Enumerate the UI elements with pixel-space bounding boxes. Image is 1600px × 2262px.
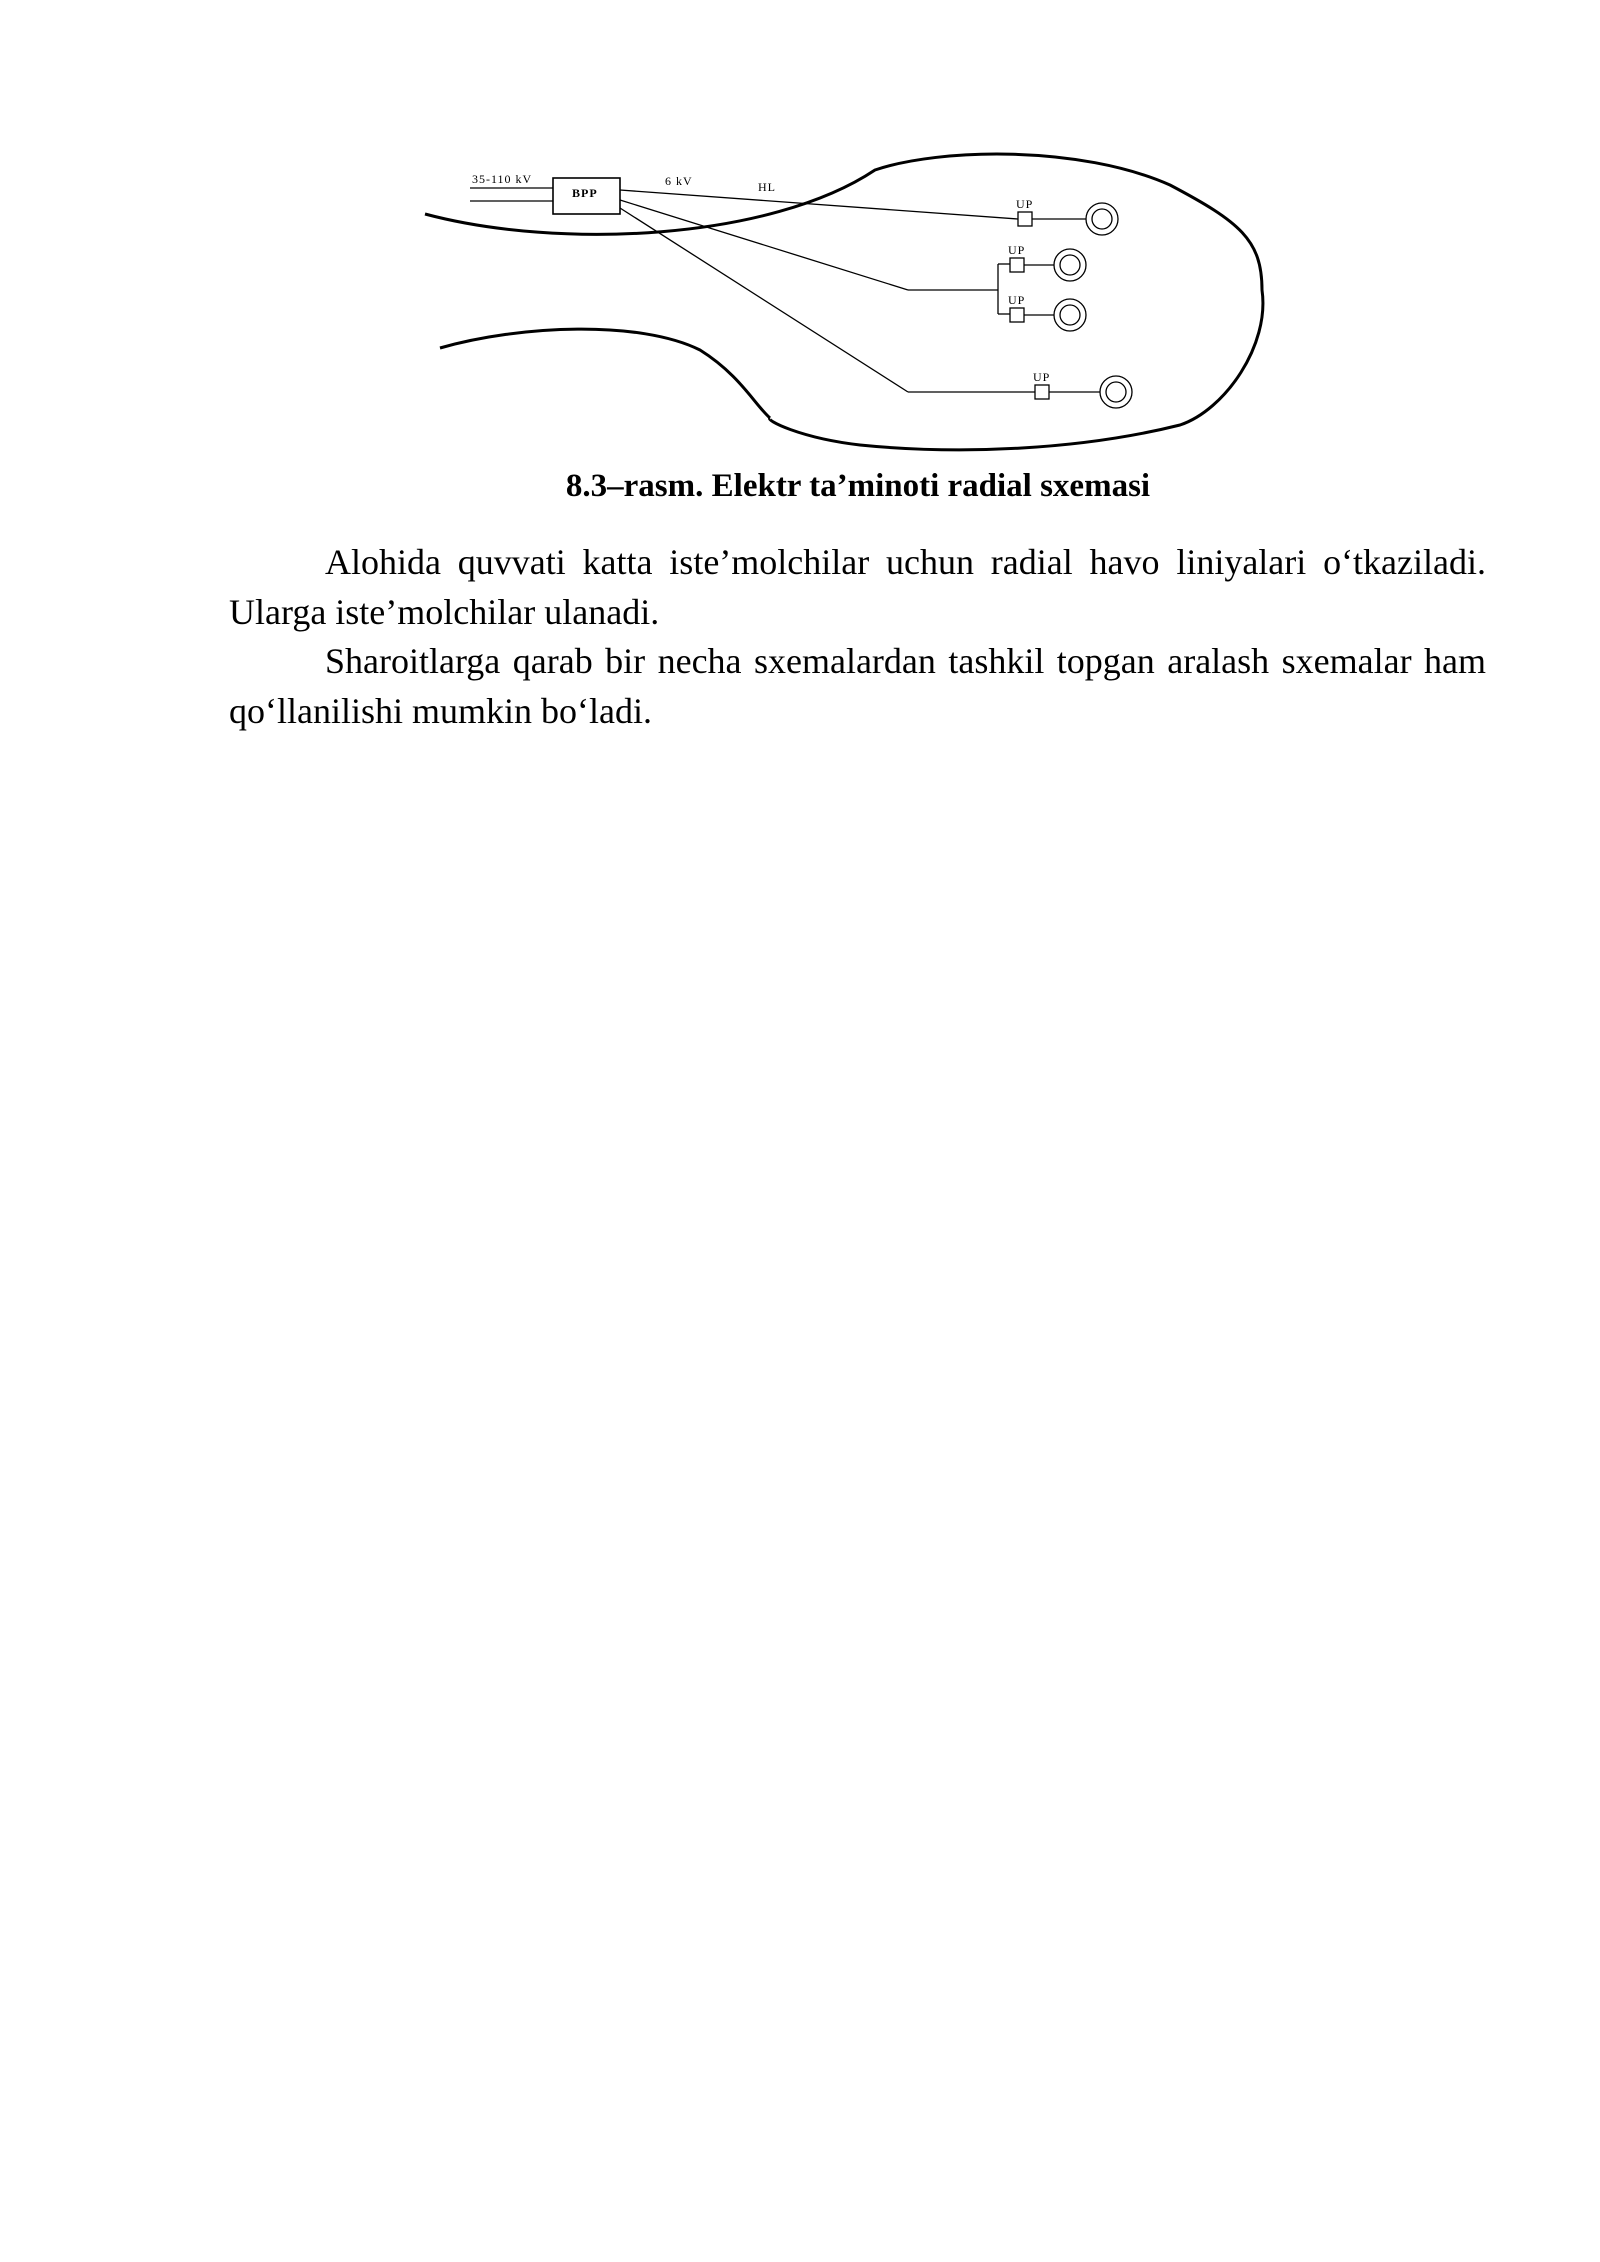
feeder-line-3 xyxy=(620,208,908,392)
paragraph-1: Alohida quvvati katta iste’molchilar uchun radial havo liniyalari o‘tkaziladi. Ularga iste’molchilar ulanadi. xyxy=(229,542,1486,632)
consumer-icon-1-outer xyxy=(1086,203,1118,235)
line-type-label: HL xyxy=(758,180,776,194)
body-text xyxy=(229,538,1486,736)
line-voltage-label: 6 kV xyxy=(665,174,693,188)
consumer-icon-4-outer xyxy=(1100,376,1132,408)
up-box-3 xyxy=(1010,308,1024,322)
consumer-icon-3-inner xyxy=(1060,305,1080,325)
up-label-4: UP xyxy=(1033,370,1051,384)
radial-scheme-diagram xyxy=(0,0,1600,470)
consumer-icon-2-inner xyxy=(1060,255,1080,275)
substation-label: BPP xyxy=(572,186,598,200)
feeder-line-2 xyxy=(620,200,908,290)
up-box-2 xyxy=(1010,258,1024,272)
up-box-4 xyxy=(1035,385,1049,399)
up-label-1: UP xyxy=(1016,197,1034,211)
territory-boundary-upper xyxy=(425,154,1263,450)
consumer-icon-4-inner xyxy=(1106,382,1126,402)
consumer-icon-3-outer xyxy=(1054,299,1086,331)
feeder-line-1 xyxy=(620,190,1018,219)
up-box-1 xyxy=(1018,212,1032,226)
up-label-3: UP xyxy=(1008,293,1026,307)
radial-scheme-figure xyxy=(0,0,1600,470)
paragraph-2: Sharoitlarga qarab bir necha sxemalardan tashkil topgan aralash sxemalar ham qo‘llanilishi mumkin bo‘ladi. xyxy=(229,641,1486,731)
consumer-icon-2-outer xyxy=(1054,249,1086,281)
input-voltage-label: 35-110 kV xyxy=(472,172,533,186)
territory-boundary-lower xyxy=(440,329,770,418)
figure-caption: 8.3–rasm. Elektr ta’minoti radial sxemasi xyxy=(565,468,1151,504)
up-label-2: UP xyxy=(1008,243,1026,257)
consumer-icon-1-inner xyxy=(1092,209,1112,229)
